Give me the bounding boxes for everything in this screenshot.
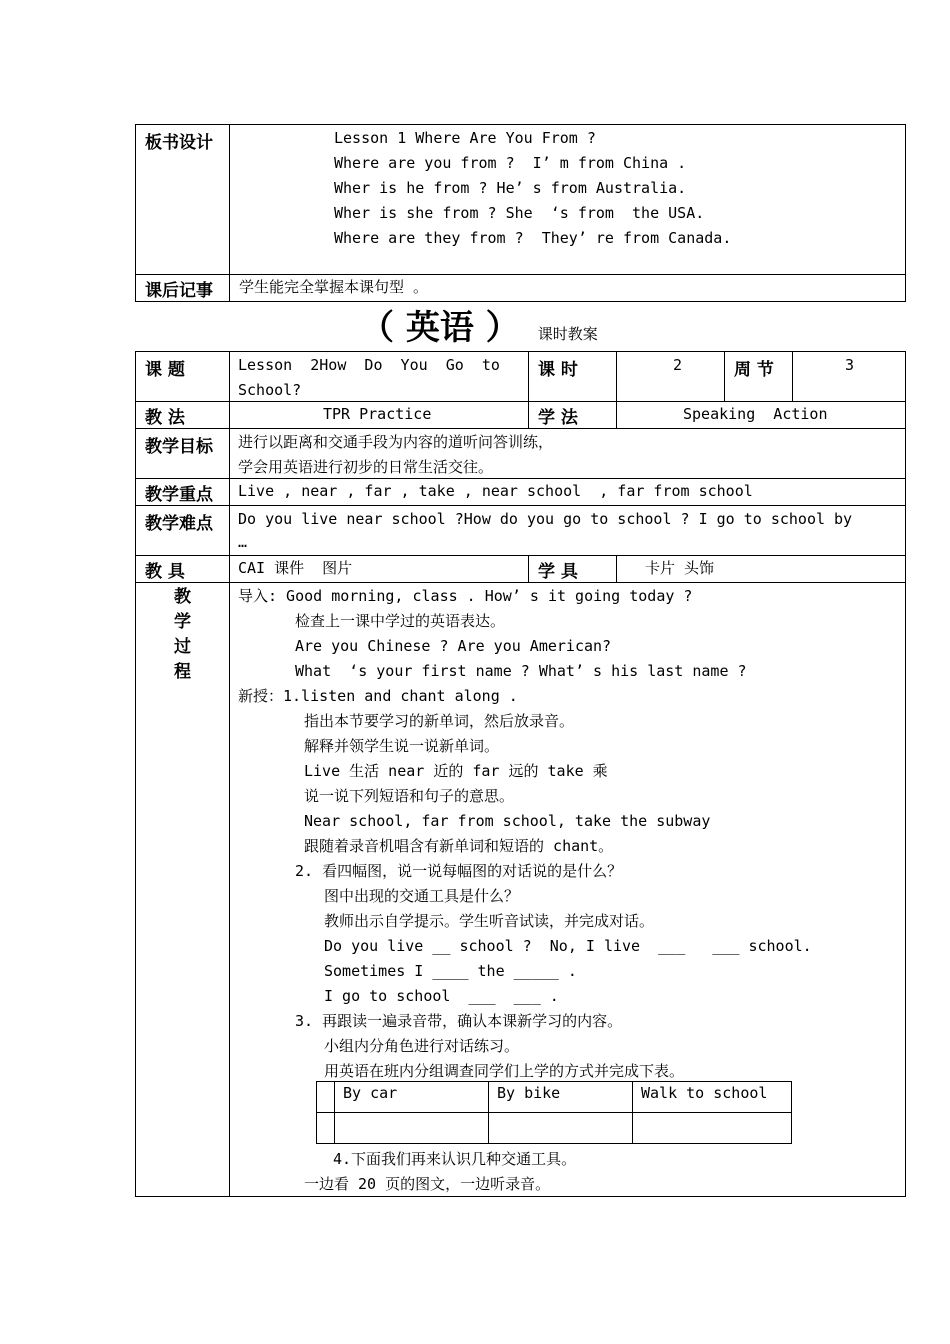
study-value: Speaking Action xyxy=(683,405,828,423)
key-content xyxy=(230,479,906,506)
survey-cell xyxy=(489,1113,633,1144)
survey-header: By car xyxy=(335,1082,489,1113)
process-line: 检查上一课中学过的英语表达。 xyxy=(295,612,506,630)
hours-value-cell xyxy=(617,352,725,402)
topic-value xyxy=(230,352,529,402)
survey-header: By bike xyxy=(489,1082,633,1113)
survey-cell xyxy=(633,1113,792,1144)
survey-header: Walk to school xyxy=(633,1082,792,1113)
goal-content xyxy=(230,429,906,479)
process-line: 图中出现的交通工具是什么？ xyxy=(324,887,520,905)
tools-value-cell xyxy=(230,556,529,583)
board-table xyxy=(135,124,906,302)
process-line: 小组内分角色进行对话练习。 xyxy=(324,1037,520,1055)
process-line: 导入: Good morning, class . How’ s it going today ? xyxy=(238,587,693,605)
method-label: 教 法 xyxy=(136,402,230,429)
process-line: 4.下面我们再来认识几种交通工具。 xyxy=(333,1150,577,1168)
process-content xyxy=(230,583,906,1197)
goal-label: 教学目标 xyxy=(136,429,230,479)
board-content xyxy=(230,125,906,275)
process-line: 教师出示自学提示。学生听音试读，并完成对话。 xyxy=(324,912,655,930)
process-line: 3. 再跟读一遍录音带，确认本课新学习的内容。 xyxy=(295,1012,623,1030)
difficulty-line-1: Do you live near school ?How do you go to school ? I go to school by xyxy=(238,510,853,528)
process-line: 用英语在班内分组调查同学们上学的方式并完成下表。 xyxy=(324,1062,685,1080)
week-value: 3 xyxy=(845,356,855,374)
difficulty-content xyxy=(230,506,906,556)
key-label: 教学重点 xyxy=(136,479,230,506)
process-line: 一边看 20 页的图文，一边听录音。 xyxy=(304,1175,551,1193)
goal-line-1: 进行以距离和交通手段为内容的道听问答训练， xyxy=(238,433,554,451)
lesson-plan-heading xyxy=(360,300,598,350)
lesson-table xyxy=(135,351,906,1197)
subject-subtitle: 课时教案 xyxy=(537,325,598,343)
study-label: 学 法 xyxy=(529,402,617,429)
process-line: 指出本节要学习的新单词，然后放录音。 xyxy=(304,712,575,730)
board-line: Where are they from ? They’ re from Canada. xyxy=(334,229,732,247)
topic-line-2: School? xyxy=(238,381,302,399)
process-label-cell xyxy=(136,583,230,1197)
student-tools-value: 卡片 头饰 xyxy=(645,559,715,577)
process-label-char: 教 xyxy=(174,587,191,607)
board-label: 板书设计 xyxy=(136,125,230,275)
survey-corner xyxy=(317,1082,335,1113)
week-value-cell xyxy=(793,352,906,402)
process-line: Do you live __ school ? No, I live ___ ___ school. xyxy=(324,937,812,955)
process-line: 跟随着录音机唱含有新单词和短语的 chant。 xyxy=(304,837,614,855)
notes-label: 课后记事 xyxy=(136,275,230,302)
process-line: I go to school ___ ___ . xyxy=(324,987,559,1005)
board-line: Wher is he from ? He’ s from Australia. xyxy=(334,179,687,197)
hours-label: 课 时 xyxy=(529,352,617,402)
key-value: Live , near , far , take , near school , far from school xyxy=(238,482,753,500)
tools-value: CAI 课件 图片 xyxy=(238,559,353,577)
process-line: What ‘s your first name ? What’ s his last name ? xyxy=(295,662,747,680)
difficulty-line-2: … xyxy=(238,533,248,551)
notes-text: 学生能完全掌握本课句型 。 xyxy=(239,278,429,296)
board-line: Wher is she from ? She ‘s from the USA. xyxy=(334,204,705,222)
process-label-char: 过 xyxy=(174,637,191,657)
hours-value: 2 xyxy=(673,356,683,374)
process-line: 解释并领学生说一说新单词。 xyxy=(304,737,500,755)
topic-label: 课 题 xyxy=(136,352,230,402)
process-label-char: 学 xyxy=(174,612,191,632)
survey-cell xyxy=(335,1113,489,1144)
board-line: Where are you from ? I’ m from China . xyxy=(334,154,687,172)
study-value-cell xyxy=(617,402,906,429)
method-value-cell xyxy=(230,402,529,429)
survey-table xyxy=(316,1081,792,1144)
process-line: Are you Chinese ? Are you American? xyxy=(295,637,612,655)
difficulty-label: 教学难点 xyxy=(136,506,230,556)
board-line: Lesson 1 Where Are You From ? xyxy=(334,129,596,147)
process-line: 新授：1.listen and chant along . xyxy=(238,687,518,705)
subject-title: （ 英语 ） xyxy=(360,308,520,348)
process-line: 2. 看四幅图，说一说每幅图的对话说的是什么？ xyxy=(295,862,623,880)
week-label: 周 节 xyxy=(725,352,793,402)
survey-cell xyxy=(317,1113,335,1144)
process-line: 说一说下列短语和句子的意思。 xyxy=(304,787,515,805)
student-tools-cell xyxy=(617,556,906,583)
process-line: Live 生活 near 近的 far 远的 take 乘 xyxy=(304,762,608,780)
goal-line-2: 学会用英语进行初步的日常生活交往。 xyxy=(238,458,494,476)
tools-label: 教 具 xyxy=(136,556,230,583)
notes-content xyxy=(230,275,906,302)
topic-line-1: Lesson 2How Do You Go to xyxy=(238,356,500,374)
process-line: Sometimes I ____ the _____ . xyxy=(324,962,577,980)
student-tools-label: 学 具 xyxy=(529,556,617,583)
method-value: TPR Practice xyxy=(323,405,432,423)
process-label-char: 程 xyxy=(174,662,191,682)
process-line: Near school, far from school, take the subway xyxy=(304,812,711,830)
